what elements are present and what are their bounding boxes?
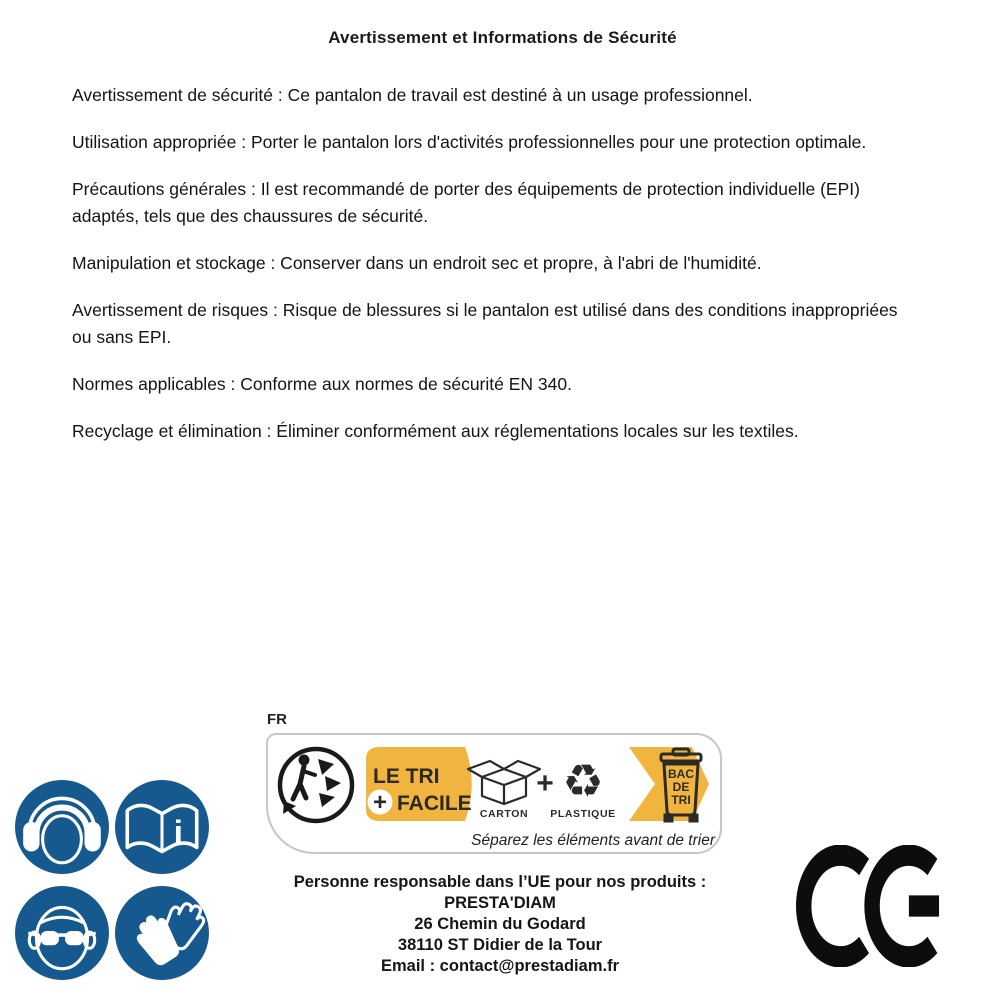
contact-company: PRESTA'DIAM: [444, 894, 556, 912]
tri-plus: +: [372, 789, 388, 816]
paragraph-safety-warning: Avertissement de sécurité : Ce pantalon de travail est destiné à un usage professionnel.: [72, 85, 753, 105]
sorting-note: Séparez les éléments avant de trier: [471, 832, 715, 849]
paragraph-proper-use: Utilisation appropriée : Porter le pantalon lors d'activités professionnelles pour une protection optimale.: [72, 132, 867, 152]
mandatory-safety-icons: [14, 779, 210, 991]
contact-heading: Personne responsable dans l’UE pour nos produits :: [293, 873, 707, 891]
bin-line-3: TRI: [671, 793, 691, 807]
tri-word2: FACILE: [397, 792, 472, 815]
country-code-label: FR: [267, 711, 287, 728]
ce-mark: [795, 845, 953, 967]
info-tri-banner: [266, 733, 722, 854]
plastic-recycling-icon: ♻: [562, 755, 604, 807]
svg-text:i: i: [173, 813, 184, 852]
paragraph-handling-storage: Manipulation et stockage : Conserver dans un endroit sec et propre, à l'abri de l'humidité.: [72, 253, 762, 273]
materials-plus: +: [536, 767, 554, 800]
eu-responsible-contact: [250, 872, 750, 977]
bin-line-1: BAC: [668, 767, 694, 781]
contact-city: 38110 ST Didier de la Tour: [397, 936, 603, 954]
ce-mark-graphic: [795, 845, 953, 967]
contact-email: Email : contact@prestadiam.fr: [381, 957, 619, 975]
page-title: Avertissement et Informations de Sécurité: [328, 28, 677, 47]
bin-line-2: DE: [672, 780, 690, 794]
wear-ear-protection-icon: [14, 779, 110, 875]
triman-logo: [280, 749, 352, 821]
paragraph-standards: Normes applicables : Conforme aux normes de sécurité EN 340.: [72, 374, 572, 394]
material2-label: PLASTIQUE: [550, 808, 616, 820]
paragraph-recycling: Recyclage et élimination : Éliminer conformément aux réglementations locales sur les textiles.: [72, 421, 799, 441]
safety-paragraphs: [72, 82, 912, 465]
paragraph-risk-warning: Avertissement de risques : Risque de blessures si le pantalon est utilisé dans des conditions inappropriées ou sans EPI.: [72, 300, 898, 347]
info-tri-graphic: [268, 735, 720, 852]
paragraph-general-precautions: Précautions générales : Il est recommandé de porter des équipements de protection individuelle (EPI) adaptés, tels que des chaussures de sécurité.: [72, 179, 860, 226]
wear-protective-gloves-icon: [114, 885, 210, 981]
wear-eye-protection-icon: [14, 885, 110, 981]
contact-street: 26 Chemin du Godard: [414, 915, 586, 933]
material1-label: CARTON: [479, 808, 529, 820]
tri-word1: LE TRI: [373, 765, 440, 788]
read-instruction-manual-icon: [114, 779, 210, 875]
